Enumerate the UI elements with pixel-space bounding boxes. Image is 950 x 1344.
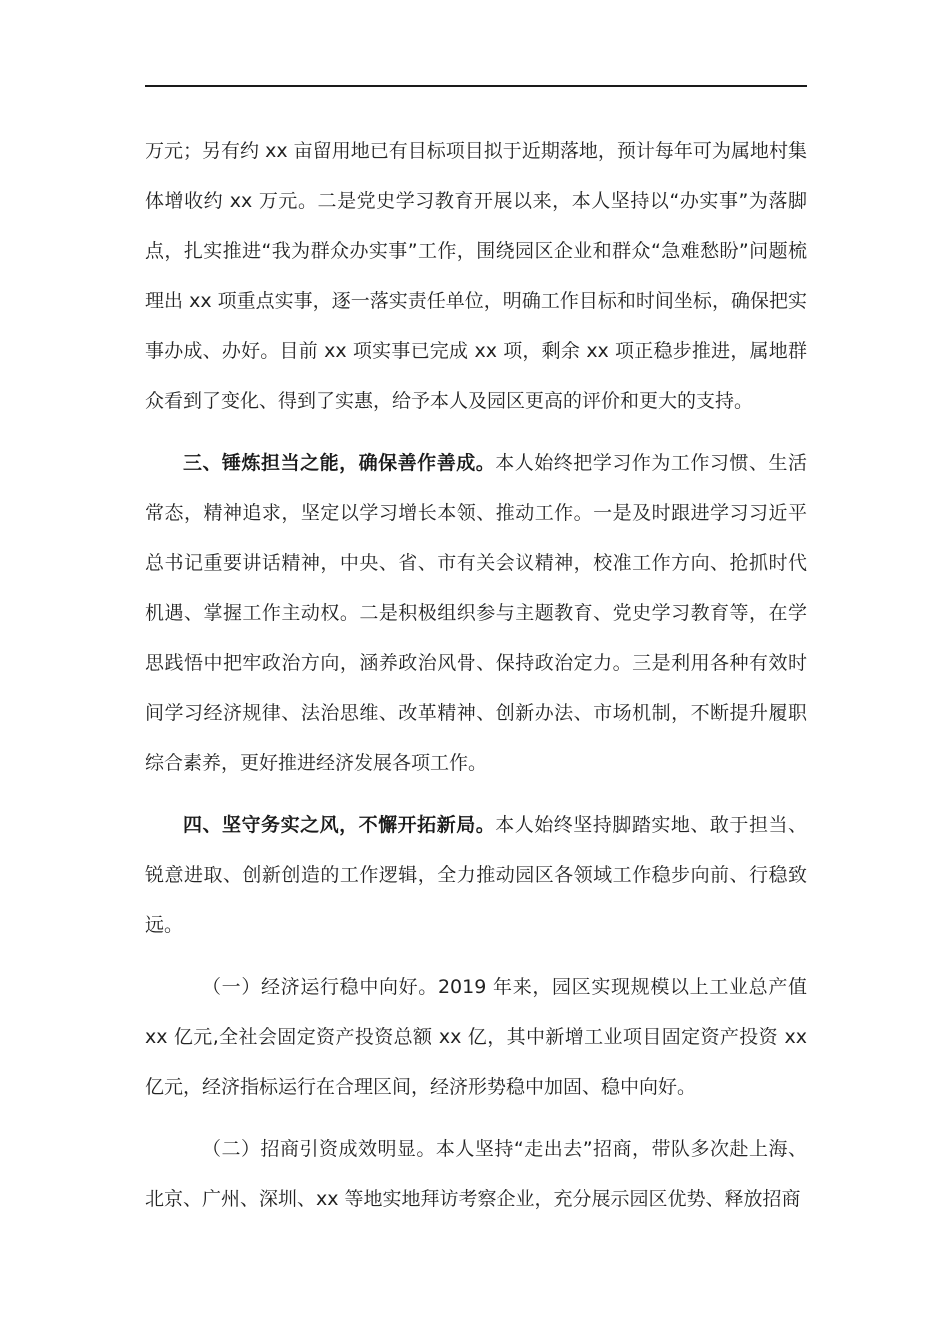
paragraph-subsection-one — [145, 962, 807, 1112]
paragraph-section-four — [145, 800, 807, 950]
paragraph-text: 本人始终把学习作为工作习惯、生活常态，精神追求，坚定以学习增长本领、推动工作。一是及时跟进学习习近平总书记重要讲话精神，中央、省、市有关会议精神，校准工作方向、抢抓时代机遇、掌握工作主动权。二是积极组织参与主题教育、党史学习教育等，在学思践悟中把牢政治方向，涵养政治风骨、保持政治定力。三是利用各种有效时间学习经济规律、法治思维、改革精神、创新办法、市场机制，不断提升履职综合素养，更好推进经济发展各项工作。 — [145, 452, 807, 774]
paragraph-text: 万元；另有约 xx 亩留用地已有目标项目拟于近期落地，预计每年可为属地村集体增收约 xx 万元。二是党史学习教育开展以来，本人坚持以“办实事”为落脚点，扎实推进“我为群众办实事”工作，围绕园区企业和群众“急难愁盼”问题梳理出 xx 项重点实事，逐一落实责任单位，明确工作目标和时间坐标，确保把实事办成、办好。目前 xx 项实事已完成 xx 项，剩余 xx 项正稳步推进，属地群众看到了变化、得到了实惠，给予本人及园区更高的评价和更大的支持。 — [145, 140, 807, 412]
paragraph-text: 本人始终坚持脚踏实地、敢于担当、锐意进取、创新创造的工作逻辑，全力推动园区各领域工作稳步向前、行稳致远。 — [145, 814, 807, 936]
paragraph-text: （一）经济运行稳中向好。2019 年来，园区实现规模以上工业总产值 xx 亿元,全社会固定资产投资总额 xx 亿，其中新增工业项目固定资产投资 xx 亿元，经济指标运行在合理区间，经济形势稳中加固、稳中向好。 — [145, 976, 807, 1098]
paragraph-subsection-two — [145, 1124, 807, 1224]
section-heading: 三、锤炼担当之能，确保善作善成。 — [183, 452, 496, 474]
section-heading: 四、坚守务实之风，不懈开拓新局。 — [183, 814, 496, 836]
paragraph-text: （二）招商引资成效明显。本人坚持“走出去”招商，带队多次赴上海、北京、广州、深圳、xx 等地实地拜访考察企业，充分展示园区优势、释放招商 — [145, 1138, 807, 1210]
paragraph-continuation — [145, 126, 807, 426]
document-body — [145, 126, 807, 1224]
paragraph-section-three — [145, 438, 807, 788]
header-rule — [145, 85, 807, 87]
